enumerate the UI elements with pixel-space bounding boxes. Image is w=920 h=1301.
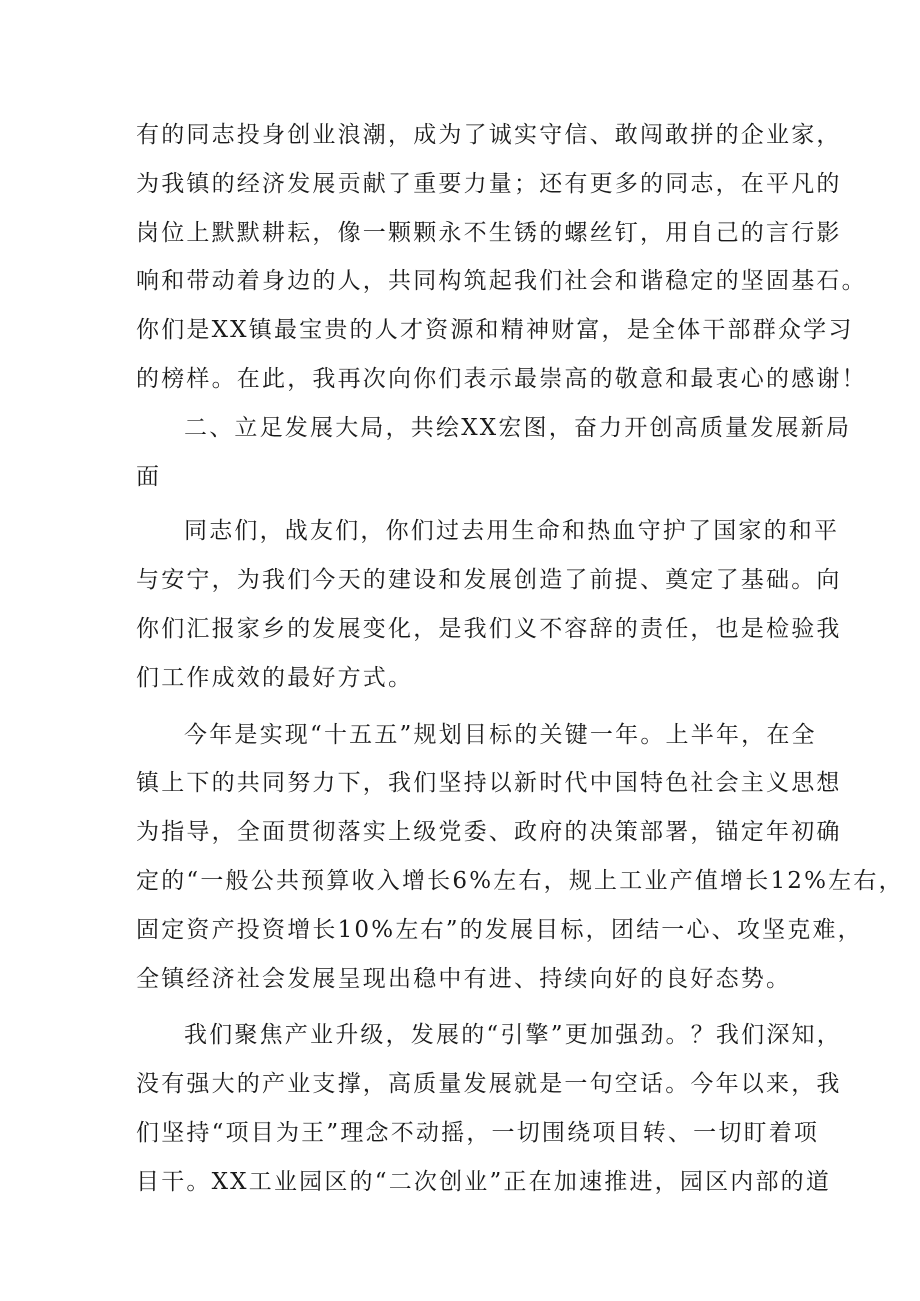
text-line: 定的“一般公共预算收入增长6%左右，规上工业产值增长12%左右， xyxy=(136,867,904,894)
text-line: 的榜样。在此，我再次向你们表示最崇高的敬意和最衷心的感谢！ xyxy=(136,365,867,392)
text-line: 你们汇报家乡的发展变化，是我们义不容辞的责任，也是检验我 xyxy=(136,615,842,642)
text-line: 全镇经济社会发展呈现出稳中有进、持续向好的良好态势。 xyxy=(136,965,792,992)
section-heading: 二、立足发展大局，共绘XX宏图，奋力开创高质量发展新局 xyxy=(184,414,852,441)
text-line: 们工作成效的最好方式。 xyxy=(136,664,414,691)
text-line: 固定资产投资增长10%左右”的发展目标，团结一心、攻坚克难， xyxy=(136,916,863,943)
text-line: 目干。XX工业园区的“二次创业”正在加速推进，园区内部的道 xyxy=(136,1168,832,1195)
text-line: 响和带动着身边的人，共同构筑起我们社会和谐稳定的坚固基石。 xyxy=(136,268,867,295)
text-line: 我们聚焦产业升级，发展的“引擎”更加强劲。？我们深知， xyxy=(184,1022,842,1049)
text-line: 同志们，战友们，你们过去用生命和热血守护了国家的和平 xyxy=(184,518,840,545)
text-line: 你们是XX镇最宝贵的人才资源和精神财富，是全体干部群众学习 xyxy=(136,317,854,344)
text-line: 今年是实现“十五五”规划目标的关键一年。上半年，在全 xyxy=(184,721,817,748)
text-line: 有的同志投身创业浪潮，成为了诚实守信、敢闯敢拼的企业家， xyxy=(136,122,842,148)
text-line: 们坚持“项目为王”理念不动摇，一切围绕项目转、一切盯着项 xyxy=(136,1119,820,1146)
text-line: 为我镇的经济发展贡献了重要力量；还有更多的同志，在平凡的 xyxy=(136,170,842,197)
text-line: 与安宁，为我们今天的建设和发展创造了前提、奠定了基础。向 xyxy=(136,567,842,594)
text-line: 没有强大的产业支撑，高质量发展就是一句空话。今年以来，我 xyxy=(136,1071,842,1098)
text-line: 为指导，全面贯彻落实上级党委、政府的决策部署，锚定年初确 xyxy=(136,819,842,846)
section-heading-continued: 面 xyxy=(136,463,162,490)
body-text xyxy=(136,111,904,1207)
text-line: 岗位上默默耕耘，像一颗颗永不生锈的螺丝钉，用自己的言行影 xyxy=(136,219,842,246)
text-line: 镇上下的共同努力下，我们坚持以新时代中国特色社会主义思想 xyxy=(136,770,842,797)
